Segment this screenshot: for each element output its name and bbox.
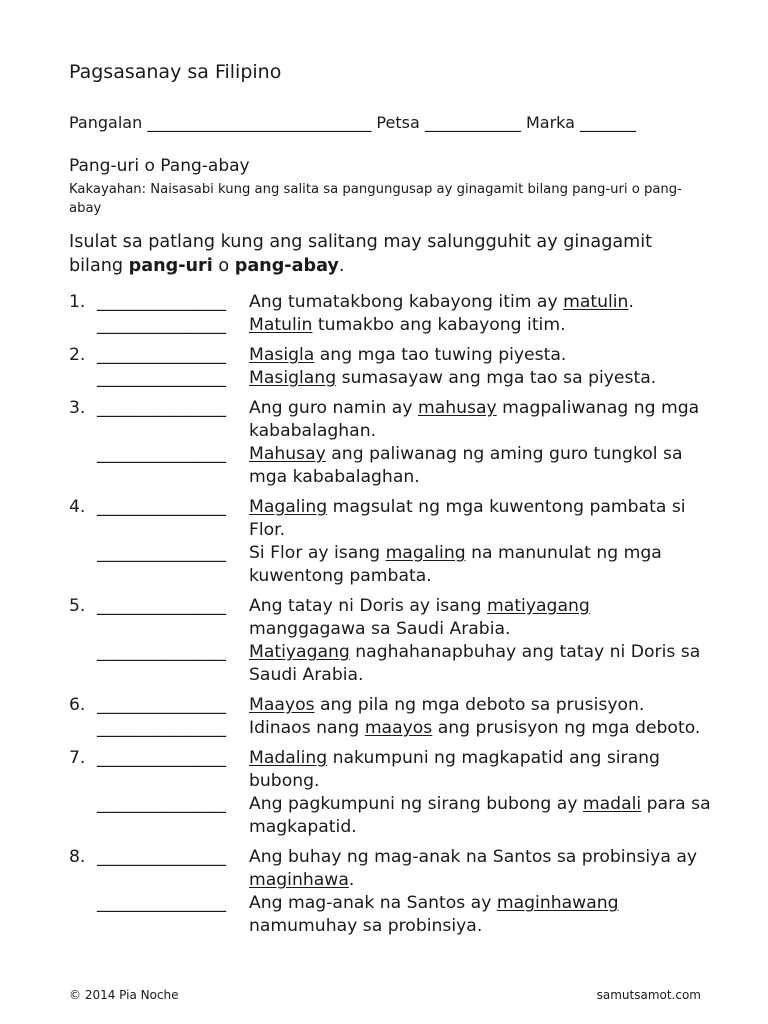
name-field: ____________________________ bbox=[147, 113, 372, 132]
answer-blank[interactable]: _______________ bbox=[97, 642, 226, 662]
sentence bbox=[249, 314, 711, 337]
exercise-row bbox=[69, 291, 719, 314]
term-pang-uri: pang-uri bbox=[128, 256, 213, 276]
exercise-row bbox=[69, 344, 719, 367]
sentence bbox=[249, 367, 711, 390]
student-info-fields bbox=[69, 113, 636, 132]
underlined-word: matiyagang bbox=[487, 596, 590, 616]
sentence bbox=[249, 641, 711, 687]
answer-blank[interactable]: _______________ bbox=[97, 596, 226, 616]
exercise-list bbox=[69, 291, 719, 945]
sentence bbox=[249, 397, 711, 443]
item-number: 8. bbox=[69, 847, 86, 867]
sentence-text: namumuhay sa probinsiya. bbox=[249, 916, 483, 936]
sentence-text: . bbox=[348, 870, 355, 890]
sentence-text: sumasayaw ang mga tao sa piyesta. bbox=[336, 368, 657, 388]
underlined-word: Masigla bbox=[249, 345, 315, 365]
exercise-item bbox=[69, 694, 719, 740]
underlined-word: maginhawa bbox=[249, 870, 349, 890]
item-number: 2. bbox=[69, 345, 86, 365]
exercise-row bbox=[69, 367, 719, 390]
sentence bbox=[249, 747, 711, 793]
sentence bbox=[249, 717, 711, 740]
sentence-text: Ang buhay ng mag-anak na Santos sa probinsiya ay bbox=[249, 847, 698, 867]
sentence-text: . bbox=[628, 292, 634, 312]
answer-blank[interactable]: _______________ bbox=[97, 315, 226, 335]
answer-blank[interactable]: _______________ bbox=[97, 893, 226, 913]
sentence-text: ang pila ng mga deboto sa prusisyon. bbox=[314, 695, 645, 715]
answer-blank[interactable]: _______________ bbox=[97, 345, 226, 365]
exercise-row bbox=[69, 747, 719, 793]
exercise-item bbox=[69, 595, 719, 687]
answer-blank[interactable]: _______________ bbox=[97, 368, 226, 388]
name-label: Pangalan bbox=[69, 113, 143, 132]
sentence-text: manggagawa sa Saudi Arabia. bbox=[249, 619, 511, 639]
exercise-row bbox=[69, 641, 719, 687]
sentence-text: magpaliwanag ng mga kababalaghan. bbox=[249, 398, 700, 441]
sentence-text: ang paliwanag ng aming guro tungkol sa mga kababalaghan. bbox=[249, 444, 683, 487]
underlined-word: Maayos bbox=[249, 695, 315, 715]
exercise-row bbox=[69, 443, 719, 489]
score-field: _______ bbox=[580, 113, 637, 132]
sentence-text: naghahanapbuhay ang tatay ni Doris sa Saudi Arabia. bbox=[249, 642, 701, 685]
item-number: 5. bbox=[69, 596, 86, 616]
exercise-row bbox=[69, 314, 719, 337]
underlined-word: magaling bbox=[385, 543, 466, 563]
underlined-word: Masiglang bbox=[249, 368, 337, 388]
exercise-row bbox=[69, 846, 719, 892]
exercise-item bbox=[69, 747, 719, 839]
exercise-row bbox=[69, 793, 719, 839]
exercise-row bbox=[69, 595, 719, 641]
sentence-text: ang mga tao tuwing piyesta. bbox=[314, 345, 567, 365]
sentence bbox=[249, 291, 711, 314]
sentence bbox=[249, 793, 711, 839]
sentence bbox=[249, 846, 711, 892]
item-number: 1. bbox=[69, 292, 86, 312]
item-number: 3. bbox=[69, 398, 86, 418]
instructions-conjunction: o bbox=[212, 256, 235, 276]
score-label: Marka bbox=[525, 113, 575, 132]
exercise-item bbox=[69, 846, 719, 938]
sentence-text: magsulat ng mga kuwentong pambata si Flor. bbox=[249, 497, 686, 540]
sentence bbox=[249, 496, 711, 542]
underlined-word: Matiyagang bbox=[249, 642, 350, 662]
answer-blank[interactable]: _______________ bbox=[97, 748, 226, 768]
exercise-row bbox=[69, 892, 719, 938]
answer-blank[interactable]: _______________ bbox=[97, 292, 226, 312]
underlined-word: maayos bbox=[364, 718, 433, 738]
answer-blank[interactable]: _______________ bbox=[97, 794, 226, 814]
underlined-word: Matulin bbox=[249, 315, 313, 335]
sentence bbox=[249, 595, 711, 641]
exercise-item bbox=[69, 344, 719, 390]
exercise-item bbox=[69, 496, 719, 588]
underlined-word: matulin bbox=[563, 292, 629, 312]
instructions-end: . bbox=[338, 256, 345, 276]
sentence bbox=[249, 542, 711, 588]
exercise-row bbox=[69, 717, 719, 740]
underlined-word: Madaling bbox=[249, 748, 328, 768]
exercise-row bbox=[69, 496, 719, 542]
sentence bbox=[249, 694, 711, 717]
term-pang-abay: pang-abay bbox=[234, 256, 339, 276]
underlined-word: Mahusay bbox=[249, 444, 326, 464]
sentence-text: Ang pagkumpuni ng sirang bubong ay bbox=[249, 794, 583, 814]
instructions-text: Isulat sa patlang kung ang salitang may salungguhit ay ginagamit bilang bbox=[69, 232, 653, 276]
page-title: Pagsasanay sa Filipino bbox=[69, 61, 282, 83]
exercise-item bbox=[69, 397, 719, 489]
answer-blank[interactable]: _______________ bbox=[97, 398, 226, 418]
sentence-text: Ang tatay ni Doris ay isang bbox=[249, 596, 488, 616]
underlined-word: Magaling bbox=[249, 497, 328, 517]
sentence bbox=[249, 344, 711, 367]
footer-website: samutsamot.com bbox=[596, 988, 701, 1002]
answer-blank[interactable]: _______________ bbox=[97, 444, 226, 464]
exercise-row bbox=[69, 542, 719, 588]
underlined-word: maginhawang bbox=[496, 893, 619, 913]
underlined-word: madali bbox=[582, 794, 642, 814]
answer-blank[interactable]: _______________ bbox=[97, 497, 226, 517]
exercise-row bbox=[69, 397, 719, 443]
sentence-text: Si Flor ay isang bbox=[249, 543, 386, 563]
answer-blank[interactable]: _______________ bbox=[97, 543, 226, 563]
sentence bbox=[249, 892, 711, 938]
answer-blank[interactable]: _______________ bbox=[97, 695, 226, 715]
exercise-row bbox=[69, 694, 719, 717]
sentence-text: nakumpuni ng magkapatid ang sirang bubong. bbox=[249, 748, 660, 791]
exercise-item bbox=[69, 291, 719, 337]
sentence-text: na manunulat ng mga kuwentong pambata. bbox=[249, 543, 662, 586]
sentence-text: ang prusisyon ng mga deboto. bbox=[432, 718, 701, 738]
skill-description: Kakayahan: Naisasabi kung ang salita sa pangungusap ay ginagamit bilang pang-uri o pang-abay bbox=[69, 182, 682, 216]
sentence-text: Ang guro namin ay bbox=[249, 398, 418, 418]
underlined-word: mahusay bbox=[417, 398, 497, 418]
sentence-text: para sa magkapatid. bbox=[249, 794, 711, 837]
answer-blank[interactable]: _______________ bbox=[97, 718, 226, 738]
item-number: 7. bbox=[69, 748, 86, 768]
answer-blank[interactable]: _______________ bbox=[97, 847, 226, 867]
footer-copyright: © 2014 Pia Noche bbox=[69, 988, 179, 1002]
sentence-text: Idinaos nang bbox=[249, 718, 365, 738]
item-number: 4. bbox=[69, 497, 86, 517]
instructions bbox=[69, 230, 709, 278]
sentence-text: tumakbo ang kabayong itim. bbox=[312, 315, 566, 335]
item-number: 6. bbox=[69, 695, 86, 715]
sentence bbox=[249, 443, 711, 489]
sentence-text: Ang mag-anak na Santos ay bbox=[249, 893, 497, 913]
section-title: Pang-uri o Pang-abay bbox=[69, 156, 250, 176]
date-label: Petsa bbox=[376, 113, 420, 132]
sentence-text: Ang tumatakbong kabayong itim ay bbox=[249, 292, 564, 312]
date-field: ____________ bbox=[424, 113, 521, 132]
